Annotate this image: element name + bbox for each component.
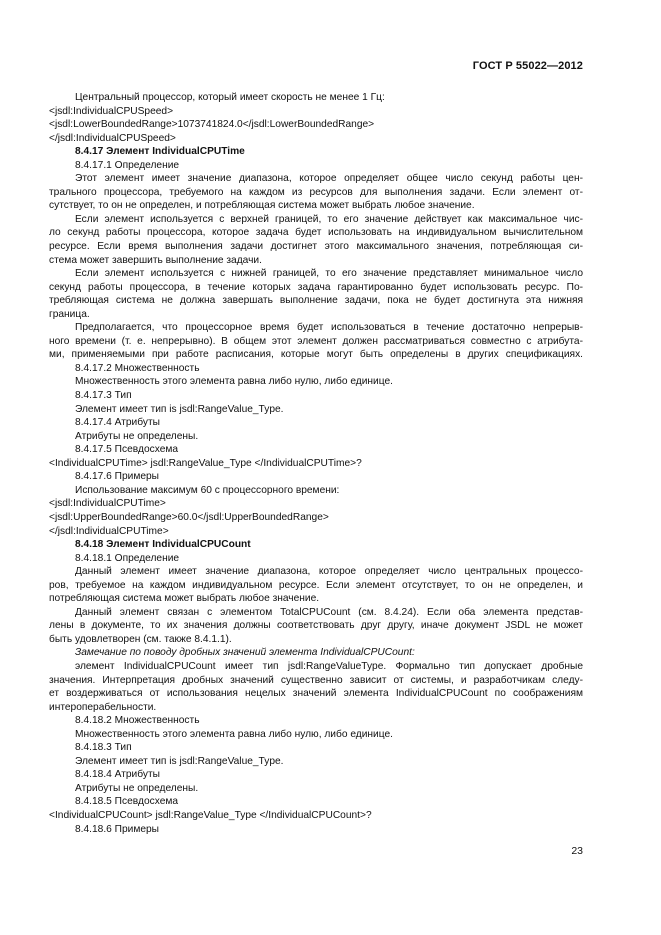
text-line: Данный элемент имеет значение диапазона, которое определяет число центральных процессо- xyxy=(75,566,583,578)
text-line: Атрибуты не определены. xyxy=(75,430,199,442)
text-line: ет воздерживаться от использования нецелых значений элемента IndividualCPUCount по соображениям xyxy=(49,688,583,700)
text-line: 8.4.18.6 Примеры xyxy=(75,823,159,835)
code-line: <jsdl:IndividualCPUTime> xyxy=(49,498,166,510)
document-body xyxy=(49,91,583,836)
text-line: граница. xyxy=(49,308,90,320)
text-line: 8.4.17.3 Тип xyxy=(75,390,132,402)
section-heading: 8.4.17 Элемент IndividualCPUTime xyxy=(75,146,245,158)
text-line: Использование максимум 60 с процессорного времени: xyxy=(75,484,340,496)
text-line: Элемент имеет тип is jsdl:RangeValue_Type. xyxy=(75,755,284,767)
text-line: 8.4.17.5 Псевдосхема xyxy=(75,444,179,456)
text-line: 8.4.18.1 Определение xyxy=(75,552,180,564)
text-line: стема может завершить выполнение задачи. xyxy=(49,254,262,266)
text-line: ров, требуемое на каждом индивидуальном ресурсе. Если элемент отсутствует, то он не определен, и xyxy=(49,579,583,591)
text-line: сутствует, то он не определен, и потребляющая система может выбрать любое значение. xyxy=(49,200,475,212)
text-line: 8.4.18.3 Тип xyxy=(75,742,132,754)
text-line: потребляющая система может выбрать любое значение. xyxy=(49,593,320,605)
code-line: <jsdl:LowerBoundedRange>1073741824.0</jsdl:LowerBoundedRange> xyxy=(49,119,375,131)
code-line: <jsdl:UpperBoundedRange>60.0</jsdl:UpperBoundedRange> xyxy=(49,511,329,523)
text-line: интероперабельности. xyxy=(49,701,157,713)
standard-header: ГОСТ Р 55022—2012 xyxy=(472,60,583,72)
text-line: ресурсе. Если время выполнения задачи достигнет этого максимального значения, потребляющая си- xyxy=(49,241,583,253)
text-line: Элемент имеет тип is jsdl:RangeValue_Type. xyxy=(75,403,284,415)
text-line: быть удовлетворен (см. также 8.4.1.1). xyxy=(49,633,232,645)
text-line: Если элемент используется с нижней границей, то его значение представляет минимальное число xyxy=(75,268,583,280)
text-line: элемент IndividualCPUCount имеет тип jsdl:RangeValueType. Формально тип допускает дробные xyxy=(75,660,583,672)
text-line: 8.4.17.1 Определение xyxy=(75,159,180,171)
code-line: <IndividualCPUCount> jsdl:RangeValue_Type </IndividualCPUCount>? xyxy=(49,809,372,821)
text-line: Предполагается, что процессорное время будет использоваться в течение достаточно непрерыв- xyxy=(75,322,583,334)
text-line: 8.4.17.6 Примеры xyxy=(75,471,159,483)
text-line: ми, применяемыми при работе расписания, которые могут быть определены в других спецификациях. xyxy=(49,349,583,361)
code-line: </jsdl:IndividualCPUTime> xyxy=(49,525,169,537)
text-line: Множественность этого элемента равна либо нулю, либо единице. xyxy=(75,376,393,388)
text-line: 8.4.18.2 Множественность xyxy=(75,715,200,727)
note-heading: Замечание по поводу дробных значений элемента IndividualCPUCount: xyxy=(75,647,415,659)
code-line: <jsdl:IndividualCPUSpeed> xyxy=(49,105,174,117)
text-line: значения. Интерпретация дробных значений существенно зависит от системы, и разработчикам следу- xyxy=(49,674,583,686)
text-line: 8.4.18.5 Псевдосхема xyxy=(75,796,179,808)
text-line: 8.4.17.4 Атрибуты xyxy=(75,417,160,429)
text-line: Данный элемент связан с элементом TotalCPUCount (см. 8.4.24). Если оба элемента представ- xyxy=(75,606,583,618)
text-line: трального процессора, требуемого на каждом из ресурсов для выполнения задачи. Если элемент от- xyxy=(49,186,583,198)
code-line: </jsdl:IndividualCPUSpeed> xyxy=(49,132,176,144)
text-line: Атрибуты не определены. xyxy=(75,782,199,794)
code-line: <IndividualCPUTime> jsdl:RangeValue_Type </IndividualCPUTime>? xyxy=(49,457,362,469)
text-line: Если элемент используется с верхней границей, то его значение действует как максимальное чис- xyxy=(75,213,583,225)
text-line: секунд работы процессора, в течение которых задача гарантированно будет использовать ресурс. По- xyxy=(49,281,583,293)
text-line: ного времени (т. е. непрерывно). В общем этот элемент должен рассматриваться совместно с атрибута- xyxy=(49,335,583,347)
text-line: ло секунд работы процессора, которое задача будет использовать на индивидуальном вычислительном xyxy=(49,227,583,239)
text-line: Множественность этого элемента равна либо нулю, либо единице. xyxy=(75,728,393,740)
text-line: 8.4.17.2 Множественность xyxy=(75,362,200,374)
text-line: 8.4.18.4 Атрибуты xyxy=(75,769,160,781)
text-line: Этот элемент имеет значение диапазона, которое определяет общее число секунд работы цен- xyxy=(75,173,583,185)
text-line: Центральный процессор, который имеет скорость не менее 1 Гц: xyxy=(75,92,385,103)
page-number: 23 xyxy=(571,845,583,857)
section-heading: 8.4.18 Элемент IndividualCPUCount xyxy=(75,539,251,551)
text-line: требляющая система не должна завершать выполнение задачи, пока не будет достигнута эта нижняя xyxy=(49,295,583,307)
text-line: лены в документе, то их значения должны соответствовать друг другу, иначе документ JSDL не может xyxy=(49,620,583,632)
